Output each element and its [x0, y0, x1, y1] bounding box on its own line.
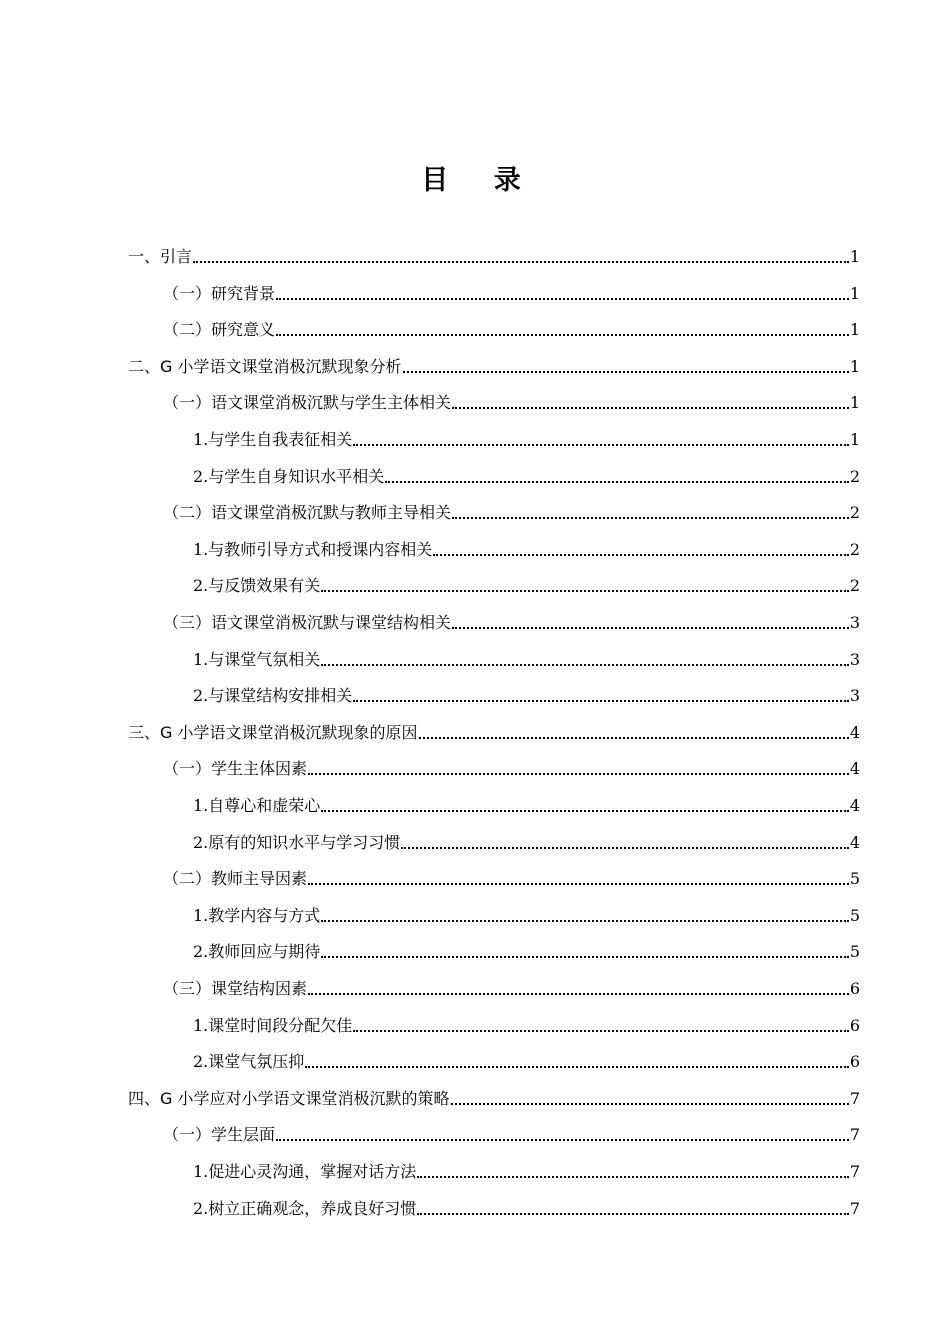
toc-entry[interactable] [163, 603, 860, 633]
toc-entry-page-number: 5 [849, 869, 860, 889]
toc-leader-dots [401, 847, 849, 849]
toc-entry[interactable] [163, 859, 860, 889]
toc-entry[interactable] [128, 713, 860, 743]
toc-entry-page-number: 6 [849, 1052, 860, 1072]
toc-leader-dots [308, 773, 849, 775]
toc-leader-dots [353, 700, 849, 702]
toc-entry[interactable] [193, 1006, 860, 1036]
toc-entry[interactable] [193, 457, 860, 487]
toc-entry-label: 2.与课堂结构安排相关 [193, 686, 353, 706]
toc-leader-dots [353, 444, 849, 446]
toc-leader-dots [403, 371, 849, 373]
toc-entry[interactable] [193, 420, 860, 450]
toc-entry[interactable] [163, 749, 860, 779]
toc-entry-label: （一）学生层面 [163, 1125, 276, 1145]
toc-leader-dots [353, 1030, 849, 1032]
toc-entry[interactable] [163, 1115, 860, 1145]
toc-leader-dots [452, 627, 849, 629]
toc-leader-dots [452, 407, 849, 409]
toc-entry[interactable] [163, 274, 860, 304]
toc-entry[interactable] [193, 1189, 860, 1219]
toc-entry-page-number: 5 [849, 942, 860, 962]
toc-entry-label: （二）研究意义 [163, 320, 276, 340]
toc-title: 目 录 [421, 165, 539, 196]
toc-entry-label: 2.与反馈效果有关 [193, 576, 321, 596]
toc-leader-dots [308, 883, 849, 885]
toc-entry-page-number: 3 [849, 649, 860, 669]
toc-leader-dots [321, 920, 849, 922]
toc-leader-dots [308, 993, 849, 995]
toc-entry[interactable] [163, 493, 860, 523]
toc-leader-dots [193, 261, 849, 263]
toc-entry-page-number: 2 [849, 466, 860, 486]
toc-entry-label: （二）语文课堂消极沉默与教师主导相关 [163, 503, 452, 523]
toc-entry[interactable] [163, 969, 860, 999]
toc-entry-label: （三）课堂结构因素 [163, 979, 308, 998]
toc-entry-page-number: 4 [849, 832, 860, 852]
toc-entry-page-number: 4 [849, 759, 860, 779]
toc-entry-page-number: 1 [849, 283, 860, 303]
toc-leader-dots [417, 1176, 849, 1178]
toc-entry-label: 1.与教师引导方式和授课内容相关 [193, 539, 433, 559]
toc-entry-label: 三、G 小学语文课堂消极沉默现象的原因 [128, 722, 418, 742]
toc-leader-dots [451, 1103, 849, 1105]
toc-entry-label: 1.自尊心和虚荣心 [193, 796, 321, 815]
toc-entry[interactable] [193, 896, 860, 926]
toc-entry-page-number: 1 [849, 356, 860, 376]
toc-entry-label: （一）学生主体因素 [163, 759, 308, 779]
toc-entry-label: 1.课堂时间段分配欠佳 [193, 1015, 353, 1035]
toc-entry-page-number: 1 [849, 430, 860, 449]
toc-entry-page-number: 4 [849, 722, 860, 742]
toc-entry-label: （一）语文课堂消极沉默与学生主体相关 [163, 393, 452, 413]
toc-entry-label: 1.与学生自我表征相关 [193, 430, 353, 449]
toc-entry[interactable] [193, 676, 860, 706]
toc-entry[interactable] [193, 1152, 860, 1182]
toc-entry[interactable] [193, 932, 860, 962]
toc-entry-page-number: 2 [849, 503, 860, 523]
toc-entry-page-number: 5 [849, 905, 860, 925]
toc-entry-label: 二、G 小学语文课堂消极沉默现象分析 [128, 356, 402, 376]
toc-entry-label: 四、G 小学应对小学语文课堂消极沉默的策略 [128, 1088, 450, 1108]
toc-entry[interactable] [163, 383, 860, 413]
toc-entry-page-number: 1 [849, 320, 860, 340]
toc-entry-label: 2.树立正确观念，养成良好习惯 [193, 1198, 417, 1218]
toc-entry-label: 2.课堂气氛压抑 [193, 1052, 305, 1072]
toc-entry-page-number: 1 [849, 393, 860, 413]
toc-entry-label: （三）语文课堂消极沉默与课堂结构相关 [163, 613, 452, 632]
toc-entry-label: 1.教学内容与方式 [193, 905, 321, 925]
toc-entry-page-number: 2 [849, 576, 860, 596]
toc-entry[interactable] [193, 823, 860, 853]
toc-leader-dots [452, 517, 849, 519]
toc-entry-label: 2.教师回应与期待 [193, 942, 321, 962]
toc-entry[interactable] [193, 786, 860, 816]
toc-entry-page-number: 7 [849, 1162, 860, 1181]
toc-leader-dots [433, 554, 849, 556]
toc-leader-dots [385, 481, 849, 483]
toc-entry[interactable] [193, 530, 860, 560]
toc-entry-page-number: 7 [849, 1125, 860, 1145]
toc-leader-dots [419, 737, 849, 739]
toc-entry[interactable] [128, 1079, 860, 1109]
toc-entry[interactable] [128, 347, 860, 377]
toc-leader-dots [321, 956, 849, 958]
toc-leader-dots [321, 590, 849, 592]
toc-leader-dots [321, 664, 849, 666]
toc-leader-dots [305, 1066, 849, 1068]
toc-leader-dots [417, 1213, 849, 1215]
toc-entry-page-number: 4 [849, 796, 860, 815]
toc-entry[interactable] [193, 1042, 860, 1072]
toc-entry-label: （二）教师主导因素 [163, 869, 308, 889]
toc-entry-page-number: 2 [849, 539, 860, 559]
toc-entry-page-number: 6 [849, 1015, 860, 1035]
toc-entry-label: （一）研究背景 [163, 283, 276, 303]
toc-entry-label: 1.促进心灵沟通，掌握对话方法 [193, 1162, 417, 1181]
toc-entry-page-number: 3 [849, 613, 860, 632]
toc-entry-page-number: 7 [849, 1198, 860, 1218]
toc-entry[interactable] [193, 566, 860, 596]
toc-entry[interactable] [163, 310, 860, 340]
toc-leader-dots [276, 334, 849, 336]
toc-leader-dots [321, 810, 849, 812]
toc-entry-page-number: 6 [849, 979, 860, 998]
toc-entry-label: 2.与学生自身知识水平相关 [193, 466, 385, 486]
toc-entry-page-number: 1 [849, 247, 860, 266]
toc-entry-page-number: 7 [849, 1088, 860, 1108]
toc-entry[interactable] [193, 640, 860, 670]
toc-leader-dots [276, 298, 849, 300]
toc-entry-label: 一、引言 [128, 247, 193, 266]
toc-entry[interactable] [128, 237, 860, 267]
toc-entry-page-number: 3 [849, 686, 860, 706]
toc-entry-label: 1.与课堂气氛相关 [193, 649, 321, 669]
toc-entry-label: 2.原有的知识水平与学习习惯 [193, 832, 401, 852]
toc-leader-dots [276, 1139, 849, 1141]
